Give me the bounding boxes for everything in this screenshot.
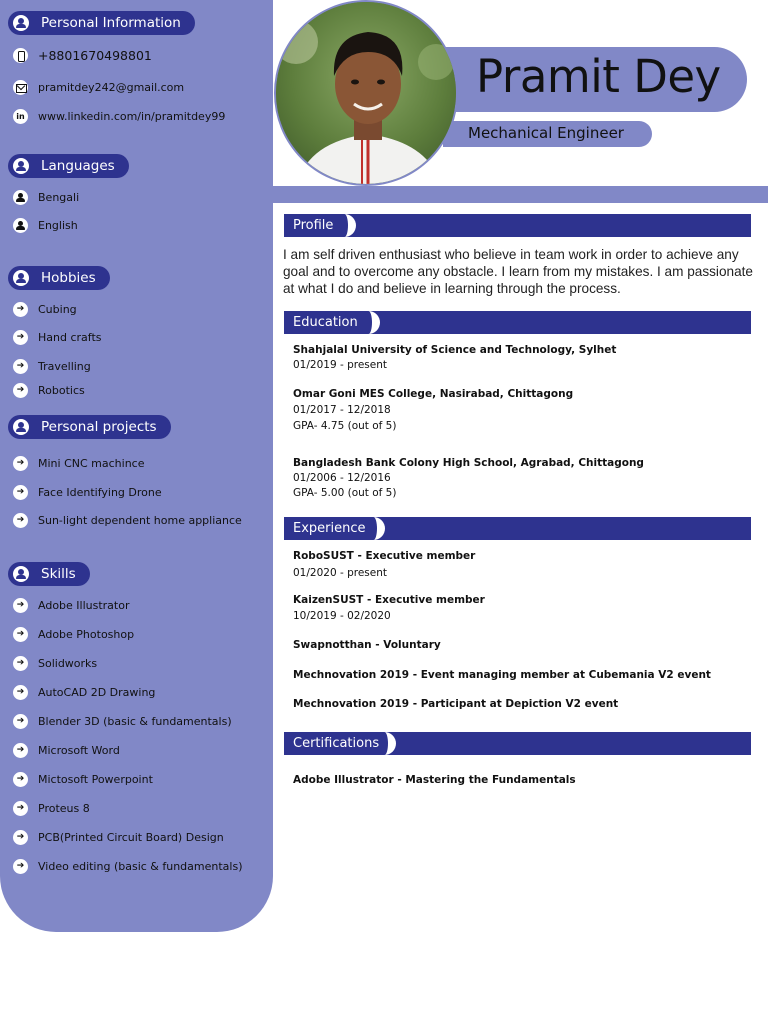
arrow-right-icon: [13, 302, 28, 317]
education-school: Shahjalal University of Science and Technology, Sylhet: [293, 344, 617, 356]
experience-dates: 01/2020 - present: [293, 567, 387, 579]
experience-role: KaizenSUST - Executive member: [293, 594, 485, 606]
certifications-section-bar: [284, 732, 751, 755]
education-dates: 01/2006 - 12/2016: [293, 472, 391, 484]
person-icon: [13, 270, 29, 286]
hobby-item: ➔ Travelling: [13, 359, 91, 374]
sidebar: [0, 0, 273, 932]
language-item: Bengali: [13, 190, 79, 205]
education-heading: Education: [284, 311, 380, 334]
experience-section-bar: [284, 517, 751, 540]
skill-item: ➔ Microsoft Word: [13, 743, 120, 758]
linkedin-icon: [13, 109, 28, 124]
arrow-right-icon: [13, 598, 28, 613]
experience-role: Mechnovation 2019 - Event managing member at Cubemania V2 event: [293, 669, 711, 681]
skills-heading: Skills: [8, 562, 90, 586]
education-section-bar: [284, 311, 751, 334]
person-icon: [13, 419, 29, 435]
arrow-right-icon: [13, 685, 28, 700]
full-name: Pramit Dey: [476, 50, 721, 103]
projects-heading: Personal projects: [8, 415, 171, 439]
person-icon: [13, 190, 28, 205]
personal-info-heading: Personal Information: [8, 11, 195, 35]
profile-section-bar: [284, 214, 751, 237]
languages-heading: Languages: [8, 154, 129, 178]
person-icon: [13, 158, 29, 174]
arrow-right-icon: [13, 859, 28, 874]
profile-text: I am self driven enthusiast who believe in team work in order to achieve any goal and to overcome any obstacle. I learn from my mistakes. I am passionate at what I do and believe in learning through the process.: [283, 247, 753, 296]
education-gpa: GPA- 5.00 (out of 5): [293, 487, 397, 499]
arrow-right-icon: [13, 714, 28, 729]
skill-item: ➔ PCB(Printed Circuit Board) Design: [13, 830, 224, 845]
project-item: ➔ Sun-light dependent home appliance: [13, 513, 242, 528]
certification-item: Adobe Illustrator - Mastering the Fundamentals: [293, 774, 576, 786]
arrow-right-icon: [13, 743, 28, 758]
arrow-right-icon: [13, 801, 28, 816]
hobby-item: ➔ Robotics: [13, 383, 85, 398]
skill-item: ➔ Adobe Photoshop: [13, 627, 134, 642]
arrow-right-icon: [13, 513, 28, 528]
hobby-item: ➔ Hand crafts: [13, 330, 102, 345]
email-icon: [13, 80, 28, 95]
person-icon: [13, 566, 29, 582]
skill-item: ➔ Video editing (basic & fundamentals): [13, 859, 243, 874]
email-item[interactable]: [13, 80, 184, 95]
certifications-heading: Certifications: [284, 732, 396, 755]
hobby-item: ➔ Cubing: [13, 302, 77, 317]
arrow-right-icon: [13, 330, 28, 345]
arrow-right-icon: [13, 456, 28, 471]
experience-role: Swapnotthan - Voluntary: [293, 639, 441, 651]
phone-icon: [13, 48, 28, 63]
arrow-right-icon: [13, 485, 28, 500]
experience-dates: 10/2019 - 02/2020: [293, 610, 391, 622]
phone-number: +8801670498801: [38, 48, 152, 63]
education-dates: 01/2019 - present: [293, 359, 387, 371]
arrow-right-icon: [13, 359, 28, 374]
education-school: Bangladesh Bank Colony High School, Agrabad, Chittagong: [293, 457, 644, 469]
skill-item: ➔ Proteus 8: [13, 801, 90, 816]
arrow-right-icon: [13, 383, 28, 398]
job-title: Mechanical Engineer: [468, 124, 624, 142]
education-school: Omar Goni MES College, Nasirabad, Chittagong: [293, 388, 574, 400]
email-address[interactable]: pramitdey242@gmail.com: [38, 81, 185, 94]
skill-item: ➔ Blender 3D (basic & fundamentals): [13, 714, 232, 729]
education-dates: 01/2017 - 12/2018: [293, 404, 391, 416]
education-gpa: GPA- 4.75 (out of 5): [293, 420, 397, 432]
arrow-right-icon: [13, 656, 28, 671]
experience-role: Mechnovation 2019 - Participant at Depiction V2 event: [293, 698, 619, 710]
experience-heading: Experience: [284, 517, 385, 540]
person-icon: [13, 218, 28, 233]
hobbies-heading: Hobbies: [8, 266, 110, 290]
arrow-right-icon: [13, 830, 28, 845]
skill-item: ➔ Solidworks: [13, 656, 97, 671]
phone-item: [13, 48, 152, 63]
arrow-right-icon: [13, 772, 28, 787]
arrow-right-icon: [13, 627, 28, 642]
skill-item: ➔ Mictosoft Powerpoint: [13, 772, 153, 787]
person-photo-icon: [276, 2, 458, 186]
profile-photo: [274, 0, 458, 186]
project-item: ➔ Mini CNC machince: [13, 456, 144, 471]
language-item: English: [13, 218, 78, 233]
profile-heading: Profile: [284, 214, 356, 237]
experience-role: RoboSUST - Executive member: [293, 550, 476, 562]
header-band: [273, 186, 768, 203]
skill-item: ➔ AutoCAD 2D Drawing: [13, 685, 155, 700]
linkedin-url[interactable]: www.linkedin.com/in/pramitdey99: [38, 110, 226, 123]
skill-item: ➔ Adobe Illustrator: [13, 598, 130, 613]
project-item: ➔ Face Identifying Drone: [13, 485, 162, 500]
person-icon: [13, 15, 29, 31]
linkedin-item[interactable]: [13, 109, 225, 124]
